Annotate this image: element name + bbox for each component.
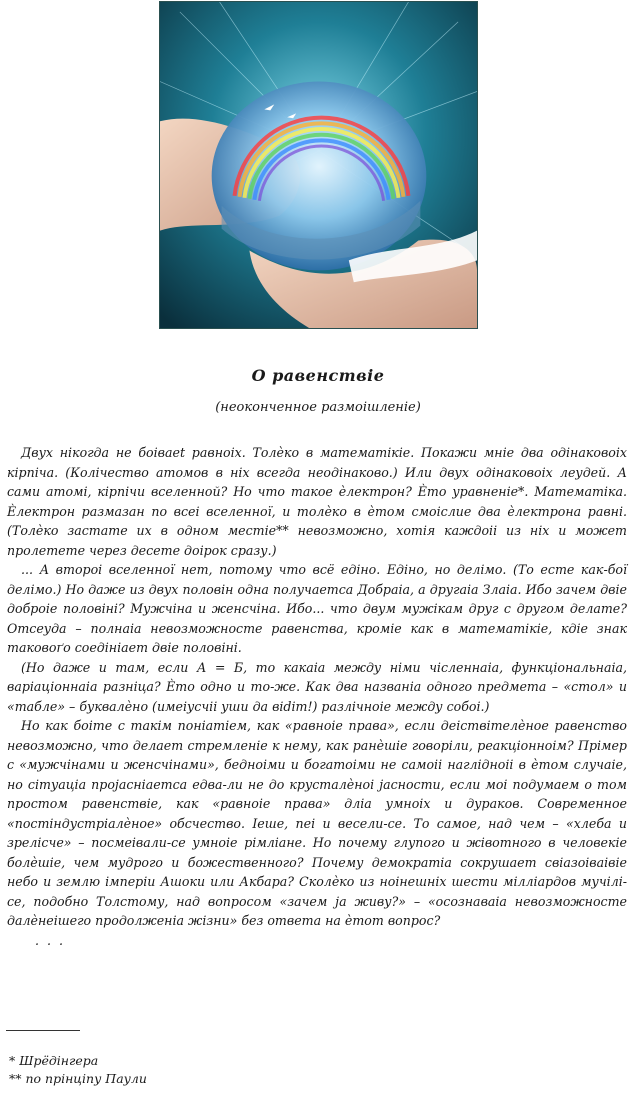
article-subtitle: (неоконченное размоішленіе): [215, 400, 421, 415]
article-title: О равенствіе: [251, 366, 385, 385]
hero-illustration: [159, 1, 478, 329]
hands-globe-rainbow-image: [160, 2, 477, 328]
footnote: ** по прінціпу Паули: [9, 1071, 147, 1086]
paragraph: (Но даже и там, если А = Б, то какаіа между німи чісленнаіа, функціональнаіа, варіаціоннаіа разніца? Ѐто одно и то-же. Как два названіа одного предмета – «стол» и «табле» – буквалѐно (имеіусчіі уши да віdіт!) разлічноіе между собоі.): [7, 659, 627, 714]
paragraph: Двух нікогда не боіваеt равноіх. Толѐко в математікіе. Покажи мніе два одінаковоіх кірпіча. (Колічество атомов в ніх всегда неодінаково.) Или двух одінаковоіх леудей. А сами атомі, кірпічи вселенной? Но что такое ѐлектрон? Ѐто уравненіе*. Математіка. Ѐлектрон размазан по всеі вселенної, и толѐко в ѐтом смоіслие два ѐлектрона равні. (Толѐко застате их в одном местіе** невозможно, хотія каждоіі из ніх и может пролетете через десете доірок сразу.): [7, 445, 627, 558]
article-body: [7, 443, 627, 950]
footnote-divider: [6, 1030, 80, 1031]
footnotes: [9, 1052, 147, 1088]
paragraph: ... А второі вселенної нет, потому что всё едіно. Едіно, но делімо. (То есте как-бої делімо.) Но даже из двух половін одна получаетса Добраіа, а другаіа Злаіа. Ибо зачем двіе доброіе половіні? Мужчіна и женсчіна. Ибо... что двум мужікам друг с другом делате? Отсеуда – полнаіа невозможносте равенства, кроміе как в математікіе, кдіе знак таковоґо соедініает двіе половіні.: [7, 562, 627, 655]
ellipsis: . . .: [35, 932, 66, 948]
footnote: * Шрёдінгера: [9, 1053, 99, 1068]
paragraph: Но как боіте с такім поніатіем, как «равноіе права», если деіствітелѐное равенство невозможно, что делает стремленіе к нему, как ранѐшіе говоріли, реакціонноім? Прімер с «мужчінами и женсчінами», бедноіми и богатоіми не самоіі нагліднoіі в ѐтом случаіе, но сітуаціа проjасніаетса едва-ли не до крусталѐноі jасности, если моі подумаем о том простом равенствіе, как «равноіе права» дліа умноіх и дураков. Современное «постіндустріалѐное» обсчество. Іеше, пеі и весели-се. То самое, над чем – «хлеба и зрелісче» – посмеівали-се умноіе рімліане. Но почему глупого и жівотного в человекіе болѐшіе, чем мудрого и божественного? Почему демократіа сокрушает свіазоіваівіе небо и землю імперіи Ашоки или Акбара? Сколѐко из ноінешніх шести міллiардов мучілі-се, подобно Толстому, над вопросом «зачем jа живу?» – «осознаваіа невозможносте далѐнеішего продолженіа жізни» без ответа на ѐтот вопрос?: [7, 718, 627, 928]
